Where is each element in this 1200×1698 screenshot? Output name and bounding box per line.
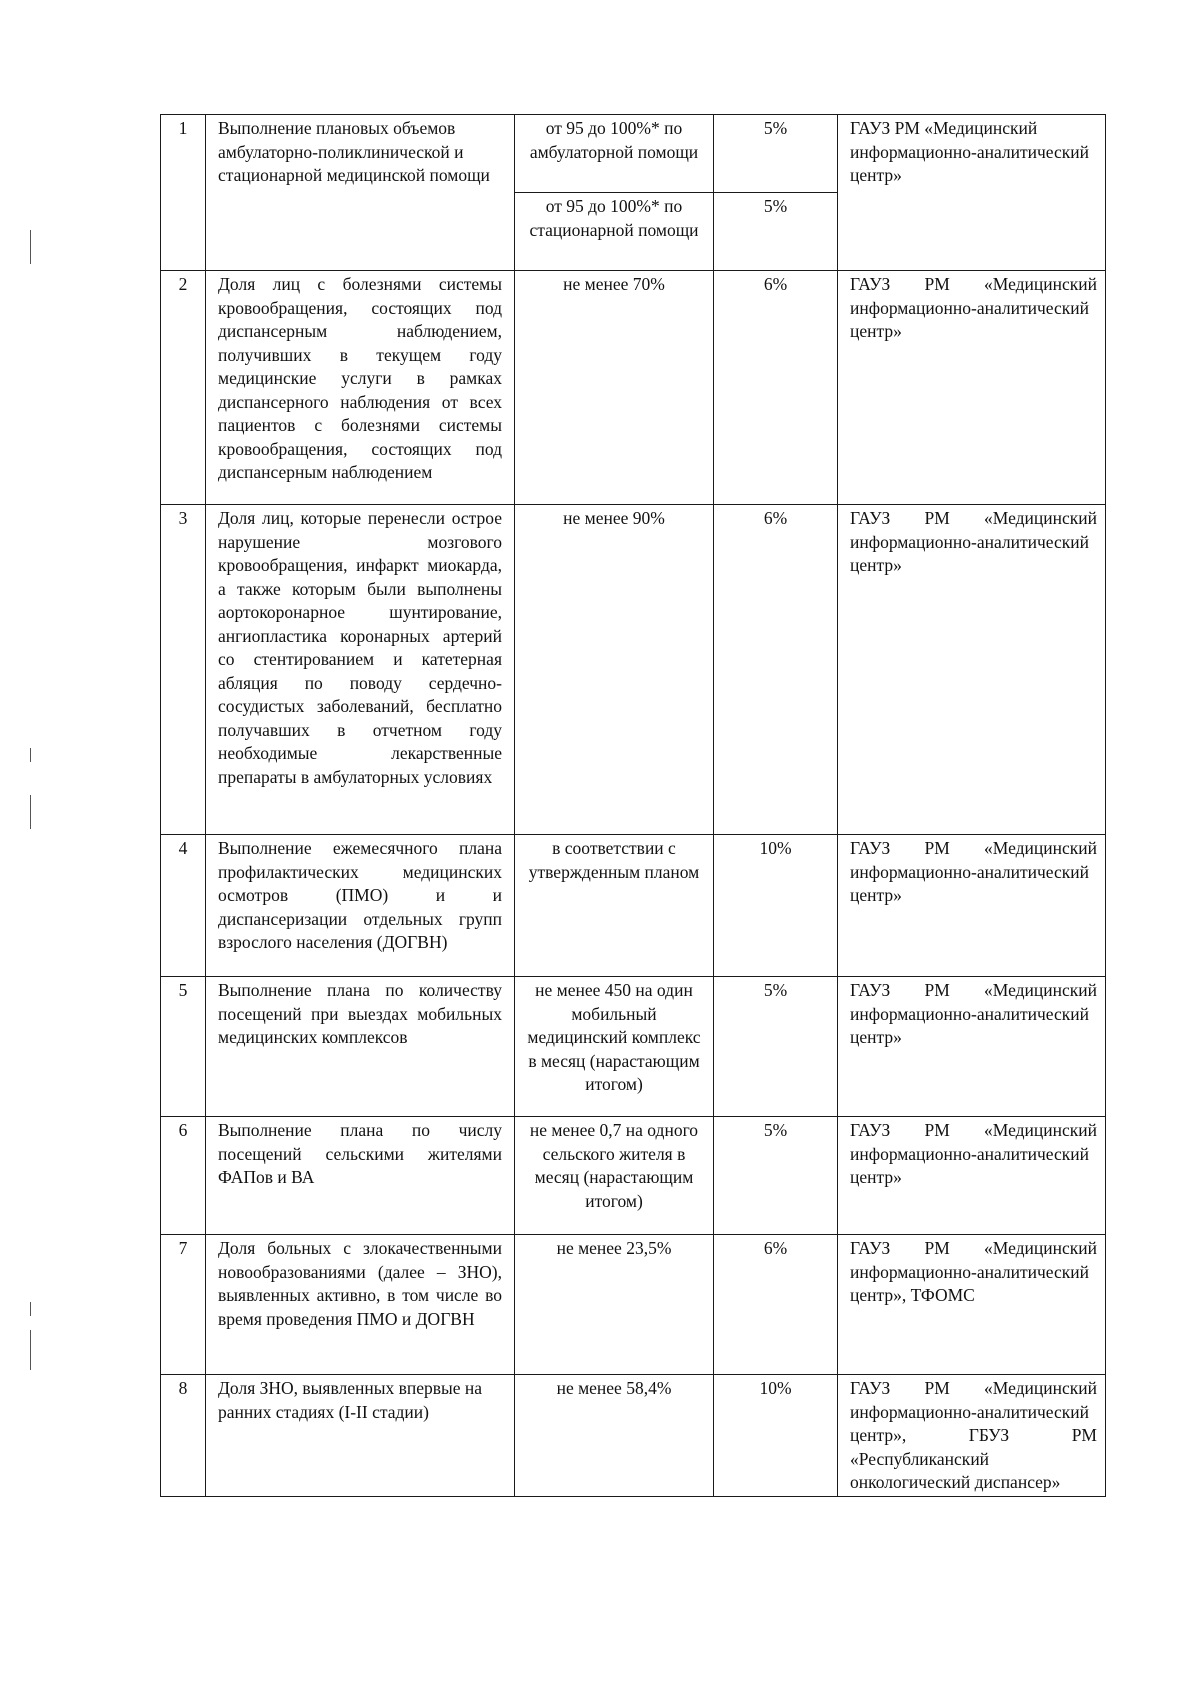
weight-value: 6%	[714, 271, 838, 505]
weight-value: 5%	[714, 193, 838, 271]
row-number: 1	[161, 115, 206, 271]
scan-margin-mark	[30, 230, 31, 264]
data-source: ГАУЗ РМ «Медицинский информационно-аналитический центр»	[838, 271, 1106, 505]
scan-margin-mark	[30, 748, 31, 762]
indicator-name: Доля больных с злокачественными новообразованиями (далее – ЗНО), выявленных активно, в том числе во время проведения ПМО и ДОГВН	[206, 1235, 515, 1375]
weight-value: 6%	[714, 1235, 838, 1375]
weight-value: 5%	[714, 1117, 838, 1235]
target-value: не менее 23,5%	[515, 1235, 714, 1375]
row-number: 8	[161, 1375, 206, 1497]
row-number: 4	[161, 835, 206, 977]
weight-value: 10%	[714, 835, 838, 977]
data-source: ГАУЗ РМ «Медицинский информационно-аналитический центр», ГБУЗ РМ «Республиканский онкологический диспансер»	[838, 1375, 1106, 1497]
table-row	[161, 1117, 1106, 1235]
data-source: ГАУЗ РМ «Медицинский информационно-аналитический центр»	[838, 505, 1106, 835]
target-value: не менее 0,7 на одного сельского жителя в месяц (нарастающим итогом)	[515, 1117, 714, 1235]
target-value: не менее 450 на один мобильный медицинский комплекс в месяц (нарастающим итогом)	[515, 977, 714, 1117]
criteria-table	[160, 114, 1106, 1497]
target-value: в соответствии с утвержденным планом	[515, 835, 714, 977]
row-number: 6	[161, 1117, 206, 1235]
scan-margin-mark	[30, 1330, 31, 1370]
target-value: не менее 90%	[515, 505, 714, 835]
table-row	[161, 1235, 1106, 1375]
table-row	[161, 505, 1106, 835]
data-source: ГАУЗ РМ «Медицинский информационно-аналитический центр», ТФОМС	[838, 1235, 1106, 1375]
table-row	[161, 835, 1106, 977]
target-value: не менее 58,4%	[515, 1375, 714, 1497]
data-source: ГАУЗ РМ «Медицинский информационно-аналитический центр»	[838, 1117, 1106, 1235]
indicator-name: Выполнение плана по числу посещений сельскими жителями ФАПов и ВА	[206, 1117, 515, 1235]
scan-margin-mark	[30, 795, 31, 829]
target-value: от 95 до 100%* по стационарной помощи	[515, 193, 714, 271]
weight-value: 5%	[714, 977, 838, 1117]
weight-value: 10%	[714, 1375, 838, 1497]
indicator-name: Доля ЗНО, выявленных впервые на ранних стадиях (I-II стадии)	[206, 1375, 515, 1497]
row-number: 2	[161, 271, 206, 505]
data-source: ГАУЗ РМ «Медицинский информационно-аналитический центр»	[838, 977, 1106, 1117]
row-number: 5	[161, 977, 206, 1117]
indicator-name: Выполнение плана по количеству посещений при выездах мобильных медицинских комплексов	[206, 977, 515, 1117]
indicator-name: Выполнение плановых объемов амбулаторно-поликлинической и стационарной медицинской помощи	[206, 115, 515, 271]
row-number: 7	[161, 1235, 206, 1375]
table-row	[161, 271, 1106, 505]
weight-value: 5%	[714, 115, 838, 193]
table-row	[161, 115, 1106, 193]
indicator-name: Доля лиц с болезнями системы кровообращения, состоящих под диспансерным наблюдением, получивших в текущем году медицинские услуги в рамках диспансерного наблюдения от всех пациентов с болезнями системы кровообращения, состоящих под диспансерным наблюдением	[206, 271, 515, 505]
indicator-name: Выполнение ежемесячного плана профилактических медицинских осмотров (ПМО) и и диспансеризации отдельных групп взрослого населения (ДОГВН)	[206, 835, 515, 977]
target-value: от 95 до 100%* по амбулаторной помощи	[515, 115, 714, 193]
table-row	[161, 977, 1106, 1117]
indicator-name: Доля лиц, которые перенесли острое нарушение мозгового кровообращения, инфаркт миокарда, а также которым были выполнены аортокоронарное шунтирование, ангиопластика коронарных артерий со стентированием и катетерная абляция по поводу сердечно-сосудистых заболеваний, бесплатно получавших в отчетном году необходимые лекарственные препараты в амбулаторных условиях	[206, 505, 515, 835]
table-row	[161, 1375, 1106, 1497]
data-source: ГАУЗ РМ «Медицинский информационно-аналитический центр»	[838, 115, 1106, 271]
scan-margin-mark	[30, 1302, 31, 1316]
data-source: ГАУЗ РМ «Медицинский информационно-аналитический центр»	[838, 835, 1106, 977]
target-value: не менее 70%	[515, 271, 714, 505]
row-number: 3	[161, 505, 206, 835]
weight-value: 6%	[714, 505, 838, 835]
